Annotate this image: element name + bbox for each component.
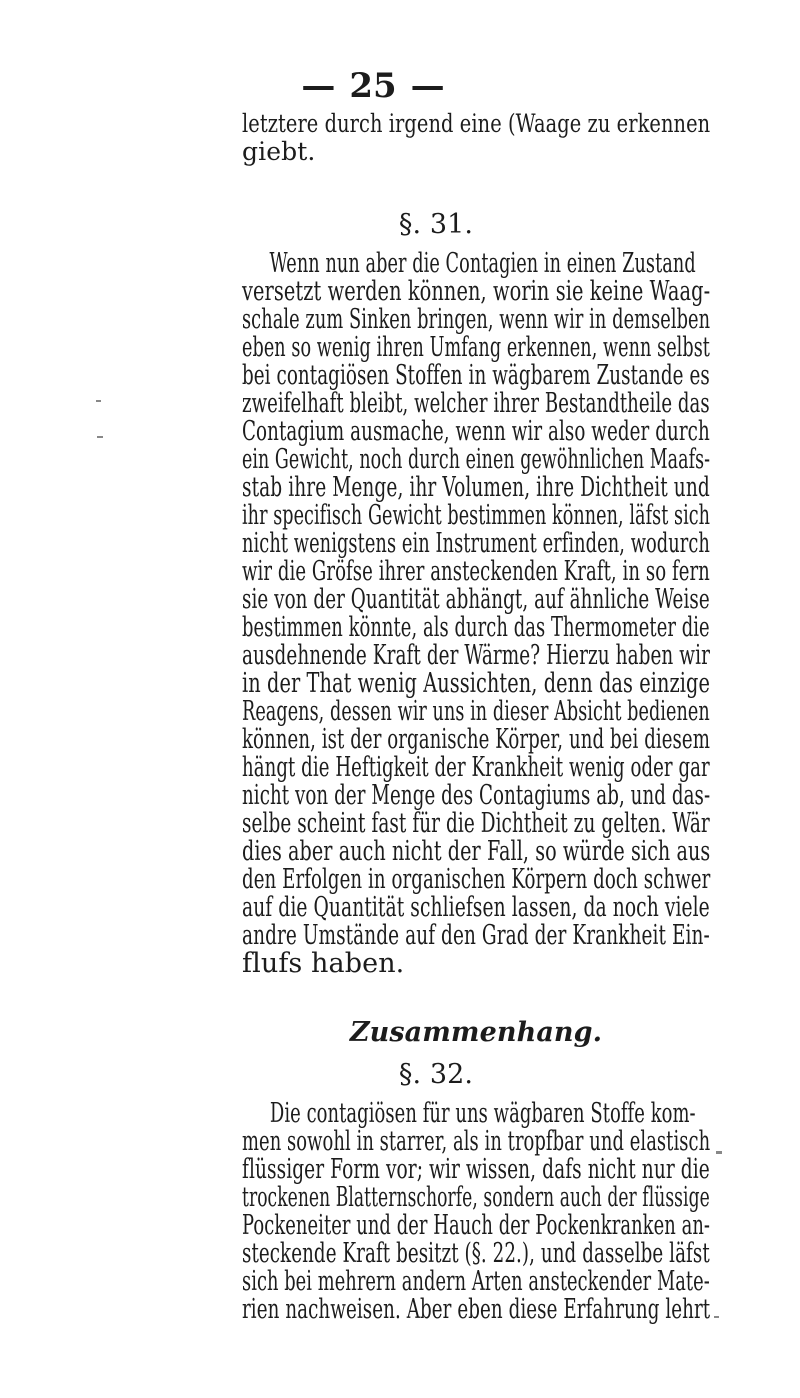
section-31-body [242, 250, 710, 978]
text-line: den Erfolgen in organischen Körpern doch schwer [242, 864, 711, 895]
text-line: versetzt werden können, worin sie keine Waag- [242, 276, 711, 307]
header-dash-left: — [301, 66, 336, 106]
section-number: §. 32. [398, 1059, 474, 1090]
section-32-body [242, 1100, 710, 1324]
margin-mark [96, 400, 101, 402]
text-line: eben so wenig ihren Umfang erkennen, wenn selbst [242, 332, 710, 363]
text-line: ausdehnende Kraft der Wärme? Hierzu haben wir [242, 640, 710, 671]
text-line: dies aber auch nicht der Fall, so würde sich aus [242, 836, 711, 867]
text-line: schale zum Sinken bringen, wenn wir in demselben [242, 304, 711, 335]
text-line: stab ihre Menge, ihr Volumen, ihre Dichtheit und [242, 472, 710, 503]
text-line: nicht von der Menge des Contagiums ab, und das- [242, 780, 711, 811]
text-line: nicht wenigstens ein Instrument erfinden, wodurch [242, 528, 710, 559]
text-line: bestimmen könnte, als durch das Thermometer die [242, 612, 710, 643]
text-line: können, ist der organische Körper, und bei diesem [242, 724, 711, 755]
text-line: ihr specifisch Gewicht bestimmen können, läfst sich [242, 500, 711, 531]
text-line: letztere durch irgend eine (Waage zu erkennen [242, 109, 711, 138]
text-line: auf die Quantität schliefsen lassen, da noch viele [242, 892, 710, 923]
text-line: zweifelhaft bleibt, welcher ihrer Bestandtheile das [242, 388, 710, 419]
text-line: trockenen Blatternschorfe, sondern auch der flüssige [242, 1182, 710, 1213]
section-number: §. 31. [398, 209, 474, 240]
text-line: ein Gewicht, noch durch einen gewöhnlichen Maafs- [242, 444, 711, 475]
text-line: in der That wenig Aussichten, denn das einzige [242, 668, 710, 699]
text-line: Contagium ausmache, wenn wir also weder durch [242, 416, 710, 447]
text-line: giebt. [242, 137, 316, 166]
intro-text [242, 110, 710, 166]
text-line: selbe scheint fast für die Dichtheit zu gelten. Wär [242, 808, 710, 839]
section-heading: Zusammenhang. [349, 1017, 603, 1048]
text-line: andre Umstände auf den Grad der Krankheit Ein- [242, 920, 710, 951]
text-line: men sowohl in starrer, als in tropfbar und elastisch [242, 1126, 711, 1157]
text-line: Die contagiösen für uns wägbaren Stoffe kom- [269, 1098, 696, 1129]
text-line: flüssiger Form vor; wir wissen, dafs nicht nur die [242, 1154, 710, 1185]
text-line: sie von der Quantität abhängt, auf ähnliche Weise [242, 584, 710, 615]
margin-mark [97, 436, 103, 438]
text-line: flufs haben. [242, 948, 405, 979]
text-line: hängt die Heftigkeit der Krankheit wenig oder gar [242, 752, 710, 783]
text-line: Reagens, dessen wir uns in dieser Absicht bedienen [242, 696, 710, 727]
text-line: Pockeneiter und der Hauch der Pockenkranken an- [242, 1210, 711, 1241]
text-line: sich bei mehrern andern Arten ansteckender Mate- [242, 1266, 710, 1297]
text-line: wir die Gröfse ihrer ansteckenden Kraft, in so fern [242, 556, 710, 587]
section-32 [242, 1006, 710, 1324]
margin-mark [716, 1151, 722, 1154]
text-line: Wenn nun aber die Contagien in einen Zustand [269, 248, 696, 279]
page-header [0, 66, 746, 106]
text-line: rien nachweisen. Aber eben diese Erfahrung lehrt [242, 1294, 711, 1325]
margin-mark [714, 1316, 719, 1318]
page-number: 25 [349, 66, 397, 106]
section-31 [242, 200, 710, 978]
text-line: bei contagiösen Stoffen in wägbarem Zustande es [242, 360, 710, 391]
text-line: steckende Kraft besitzt (§. 22.), und dasselbe läfst [242, 1238, 710, 1269]
header-dash-right: — [410, 66, 445, 106]
